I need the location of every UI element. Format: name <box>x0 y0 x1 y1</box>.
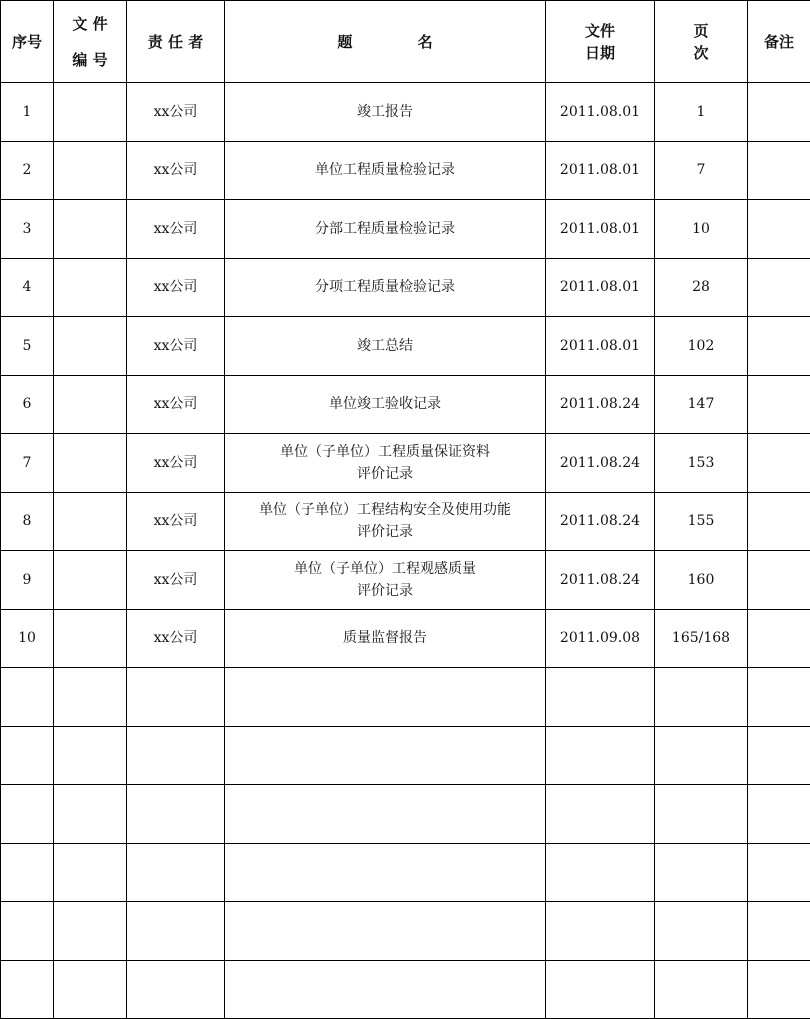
header-responsible: 责 任 者 <box>127 1 225 83</box>
title-cell <box>225 551 546 610</box>
title-cell <box>225 375 546 434</box>
page-cell: 102 <box>655 317 748 376</box>
title-cell <box>225 668 546 727</box>
file-no-cell <box>54 785 127 844</box>
file-no-cell <box>54 843 127 902</box>
title-cell <box>225 258 546 317</box>
header-remark: 备注 <box>748 1 810 83</box>
page-cell <box>655 902 748 961</box>
date-cell <box>546 902 655 961</box>
header-seq: 序号 <box>1 1 54 83</box>
table-row <box>1 551 810 610</box>
remark-cell <box>748 141 810 200</box>
remark-cell <box>748 83 810 142</box>
page-cell: 153 <box>655 434 748 493</box>
remark-cell <box>748 668 810 727</box>
remark-cell <box>748 375 810 434</box>
page-cell: 7 <box>655 141 748 200</box>
header-page-line2: 次 <box>693 43 709 62</box>
responsible-cell: xx公司 <box>127 200 225 259</box>
page-cell: 165/168 <box>655 609 748 668</box>
remark-cell <box>748 200 810 259</box>
table-row <box>1 785 810 844</box>
page-cell <box>655 668 748 727</box>
title-line1: 单位（子单位）工程观感质量 <box>294 560 476 577</box>
title-line2: 评价记录 <box>357 582 413 599</box>
file-no-cell <box>54 726 127 785</box>
table-row <box>1 200 810 259</box>
seq-cell: 3 <box>1 200 54 259</box>
title-cell <box>225 492 546 551</box>
file-no-cell <box>54 902 127 961</box>
page-cell <box>655 726 748 785</box>
date-cell: 2011.08.24 <box>546 375 655 434</box>
title-cell <box>225 609 546 668</box>
file-no-cell <box>54 83 127 142</box>
remark-cell <box>748 726 810 785</box>
responsible-cell: xx公司 <box>127 141 225 200</box>
seq-cell: 8 <box>1 492 54 551</box>
title-cell <box>225 83 546 142</box>
title-cell <box>225 785 546 844</box>
header-date-line2: 日期 <box>584 43 615 62</box>
title-cell <box>225 317 546 376</box>
file-no-cell <box>54 317 127 376</box>
table-row <box>1 434 810 493</box>
date-cell: 2011.08.01 <box>546 83 655 142</box>
title-cell <box>225 960 546 1019</box>
table-row <box>1 960 810 1019</box>
file-no-cell <box>54 200 127 259</box>
header-file-no-line1: 文 件 <box>72 14 108 33</box>
remark-cell <box>748 434 810 493</box>
seq-cell: 5 <box>1 317 54 376</box>
seq-cell <box>1 785 54 844</box>
table-row <box>1 668 810 727</box>
title-cell <box>225 141 546 200</box>
date-cell: 2011.08.01 <box>546 317 655 376</box>
remark-cell <box>748 902 810 961</box>
file-no-cell <box>54 668 127 727</box>
responsible-cell <box>127 668 225 727</box>
title-cell <box>225 200 546 259</box>
responsible-cell <box>127 843 225 902</box>
date-cell <box>546 726 655 785</box>
date-cell: 2011.08.24 <box>546 492 655 551</box>
responsible-cell: xx公司 <box>127 317 225 376</box>
title-line2: 评价记录 <box>357 465 413 482</box>
page-cell: 147 <box>655 375 748 434</box>
date-cell: 2011.08.01 <box>546 258 655 317</box>
responsible-cell <box>127 726 225 785</box>
table-row <box>1 317 810 376</box>
page-cell <box>655 785 748 844</box>
table-row <box>1 83 810 142</box>
date-cell: 2011.08.24 <box>546 551 655 610</box>
header-title: 题 名 <box>225 1 546 83</box>
header-file-no <box>54 1 127 83</box>
responsible-cell: xx公司 <box>127 434 225 493</box>
title-line1: 竣工报告 <box>357 103 413 120</box>
remark-cell <box>748 551 810 610</box>
table-row <box>1 902 810 961</box>
title-line1: 单位（子单位）工程结构安全及使用功能 <box>259 502 511 519</box>
seq-cell <box>1 668 54 727</box>
seq-cell: 10 <box>1 609 54 668</box>
title-line2: 评价记录 <box>357 524 413 541</box>
table-row <box>1 609 810 668</box>
responsible-cell: xx公司 <box>127 83 225 142</box>
table-row <box>1 726 810 785</box>
responsible-cell: xx公司 <box>127 258 225 317</box>
header-file-no-line2: 编 号 <box>72 50 108 69</box>
title-line1: 竣工总结 <box>357 337 413 354</box>
remark-cell <box>748 609 810 668</box>
title-line1: 分部工程质量检验记录 <box>315 220 455 237</box>
responsible-cell <box>127 785 225 844</box>
date-cell: 2011.09.08 <box>546 609 655 668</box>
responsible-cell: xx公司 <box>127 375 225 434</box>
date-cell <box>546 668 655 727</box>
page-cell: 160 <box>655 551 748 610</box>
page-cell: 10 <box>655 200 748 259</box>
title-cell <box>225 726 546 785</box>
seq-cell: 6 <box>1 375 54 434</box>
date-cell: 2011.08.24 <box>546 434 655 493</box>
title-line1: 单位（子单位）工程质量保证资料 <box>280 443 490 460</box>
responsible-cell: xx公司 <box>127 551 225 610</box>
seq-cell <box>1 960 54 1019</box>
responsible-cell: xx公司 <box>127 609 225 668</box>
file-no-cell <box>54 609 127 668</box>
file-no-cell <box>54 141 127 200</box>
seq-cell: 4 <box>1 258 54 317</box>
seq-cell: 2 <box>1 141 54 200</box>
seq-cell <box>1 726 54 785</box>
header-row <box>1 1 810 83</box>
page-cell: 155 <box>655 492 748 551</box>
seq-cell: 9 <box>1 551 54 610</box>
remark-cell <box>748 317 810 376</box>
table-row <box>1 375 810 434</box>
seq-cell <box>1 902 54 961</box>
remark-cell <box>748 785 810 844</box>
seq-cell: 1 <box>1 83 54 142</box>
title-line1: 单位工程质量检验记录 <box>315 162 455 179</box>
date-cell <box>546 843 655 902</box>
file-no-cell <box>54 551 127 610</box>
page-cell <box>655 843 748 902</box>
title-cell <box>225 843 546 902</box>
seq-cell <box>1 843 54 902</box>
remark-cell <box>748 960 810 1019</box>
page-cell <box>655 960 748 1019</box>
table-row <box>1 141 810 200</box>
responsible-cell <box>127 902 225 961</box>
remark-cell <box>748 843 810 902</box>
title-line1: 质量监督报告 <box>343 630 427 647</box>
file-no-cell <box>54 434 127 493</box>
seq-cell: 7 <box>1 434 54 493</box>
remark-cell <box>748 492 810 551</box>
header-page <box>655 1 748 83</box>
title-cell <box>225 434 546 493</box>
header-date <box>546 1 655 83</box>
table-row <box>1 492 810 551</box>
table-row <box>1 258 810 317</box>
file-no-cell <box>54 960 127 1019</box>
file-no-cell <box>54 375 127 434</box>
page-cell: 1 <box>655 83 748 142</box>
date-cell <box>546 960 655 1019</box>
file-no-cell <box>54 492 127 551</box>
responsible-cell <box>127 960 225 1019</box>
date-cell <box>546 785 655 844</box>
responsible-cell: xx公司 <box>127 492 225 551</box>
title-line1: 分项工程质量检验记录 <box>315 279 455 296</box>
header-page-line1: 页 <box>693 21 709 40</box>
file-no-cell <box>54 258 127 317</box>
date-cell: 2011.08.01 <box>546 200 655 259</box>
table-row <box>1 843 810 902</box>
header-date-line1: 文件 <box>584 21 615 40</box>
page-cell: 28 <box>655 258 748 317</box>
title-line1: 单位竣工验收记录 <box>329 396 441 413</box>
remark-cell <box>748 258 810 317</box>
date-cell: 2011.08.01 <box>546 141 655 200</box>
title-cell <box>225 902 546 961</box>
